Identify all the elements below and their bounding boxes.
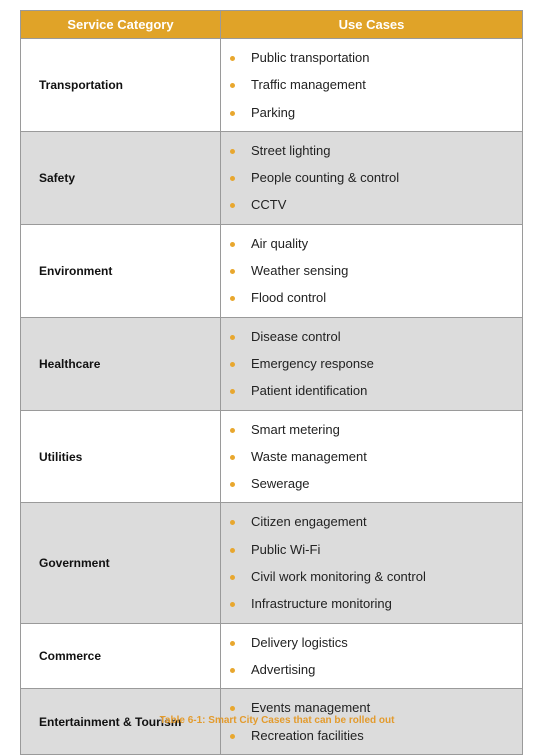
use-case-item (221, 508, 522, 535)
use-case-list (221, 39, 522, 131)
use-case-label: Events management (251, 700, 371, 716)
header-use-cases: Use Cases (221, 11, 523, 39)
use-case-label: Citizen engagement (251, 514, 367, 530)
use-case-list (221, 624, 522, 689)
use-cases-cell (221, 623, 523, 689)
bullet-icon (230, 428, 235, 433)
bullet-icon (230, 482, 235, 487)
use-case-label: Waste management (251, 448, 367, 464)
bullet-icon (230, 389, 235, 394)
use-case-label: Public Wi-Fi (251, 541, 321, 557)
service-category-cell: Government (21, 503, 221, 623)
header-service-category: Service Category (21, 11, 221, 39)
use-case-item (221, 416, 522, 443)
table-caption: Table 6-1: Smart City Cases that can be rolled out (159, 715, 395, 726)
use-case-item (221, 164, 522, 191)
use-case-list (221, 225, 522, 317)
service-category-cell: Transportation (21, 39, 221, 132)
use-case-label: Weather sensing (251, 263, 349, 279)
service-category-cell: Commerce (21, 623, 221, 689)
use-case-item (221, 284, 522, 311)
bullet-icon (230, 242, 235, 247)
use-case-item (221, 629, 522, 656)
bullet-icon (230, 602, 235, 607)
use-cases-cell (221, 39, 523, 132)
use-case-label: Advertising (251, 661, 316, 677)
use-cases-cell (221, 317, 523, 410)
use-case-item (221, 191, 522, 218)
use-case-item (221, 137, 522, 164)
table-body (21, 39, 523, 755)
use-case-label: CCTV (251, 197, 287, 213)
use-case-list (221, 132, 522, 224)
use-case-item (221, 563, 522, 590)
service-category-cell: Healthcare (21, 317, 221, 410)
use-case-label: Infrastructure monitoring (251, 596, 392, 612)
use-case-label: Public transportation (251, 50, 370, 65)
bullet-icon (230, 56, 235, 61)
use-case-item (221, 590, 522, 617)
use-case-item (221, 99, 522, 126)
table-header-row (21, 11, 523, 39)
bullet-icon (230, 455, 235, 460)
bullet-icon (230, 269, 235, 274)
service-category-cell: Safety (21, 131, 221, 224)
smart-city-table (20, 10, 523, 755)
bullet-icon (230, 203, 235, 208)
use-case-label: Delivery logistics (251, 634, 348, 650)
use-cases-cell (221, 410, 523, 503)
use-case-label: Street lighting (251, 142, 331, 158)
use-case-item (221, 377, 522, 404)
table-row (21, 317, 523, 410)
bullet-icon (230, 335, 235, 340)
bullet-icon (230, 83, 235, 88)
bullet-icon (230, 149, 235, 154)
bullet-icon (230, 734, 235, 739)
bullet-icon (230, 296, 235, 301)
bullet-icon (230, 520, 235, 525)
service-category-cell: Utilities (21, 410, 221, 503)
use-case-label: Air quality (251, 235, 309, 251)
use-case-label: Recreation facilities (251, 727, 364, 743)
bullet-icon (230, 176, 235, 181)
table-row (21, 224, 523, 317)
bullet-icon (230, 706, 235, 711)
bullet-icon (230, 575, 235, 580)
bullet-icon (230, 641, 235, 646)
use-case-label: Disease control (251, 328, 341, 344)
use-case-item (221, 323, 522, 350)
use-case-item (221, 71, 522, 98)
use-case-item (221, 443, 522, 470)
use-case-label: Civil work monitoring & control (251, 569, 426, 585)
table-row (21, 131, 523, 224)
use-case-label: Traffic management (251, 77, 366, 93)
use-case-label: Parking (251, 104, 296, 120)
table-row (21, 410, 523, 503)
use-case-label: People counting & control (251, 170, 400, 186)
use-cases-cell (221, 503, 523, 623)
use-case-label: Flood control (251, 290, 327, 306)
use-case-item (221, 536, 522, 563)
table-row (21, 39, 523, 132)
use-case-item (221, 230, 522, 257)
bullet-icon (230, 668, 235, 673)
use-case-label: Smart metering (251, 421, 340, 437)
use-cases-cell (221, 131, 523, 224)
use-case-item (221, 470, 522, 497)
service-category-cell: Environment (21, 224, 221, 317)
use-case-list (221, 503, 522, 622)
use-case-list (221, 318, 522, 410)
use-case-list (221, 411, 522, 503)
use-case-item (221, 44, 522, 71)
bullet-icon (230, 548, 235, 553)
bullet-icon (230, 362, 235, 367)
table-row (21, 503, 523, 623)
use-case-label: Patient identification (251, 383, 368, 399)
use-case-label: Emergency response (251, 355, 374, 371)
use-case-item (221, 656, 522, 683)
service-category-cell: Entertainment & Tourism (21, 689, 221, 755)
use-case-item (221, 350, 522, 377)
use-case-label: Sewerage (251, 476, 310, 492)
use-cases-cell (221, 224, 523, 317)
table-row (21, 623, 523, 689)
bullet-icon (230, 111, 235, 116)
use-case-item (221, 257, 522, 284)
